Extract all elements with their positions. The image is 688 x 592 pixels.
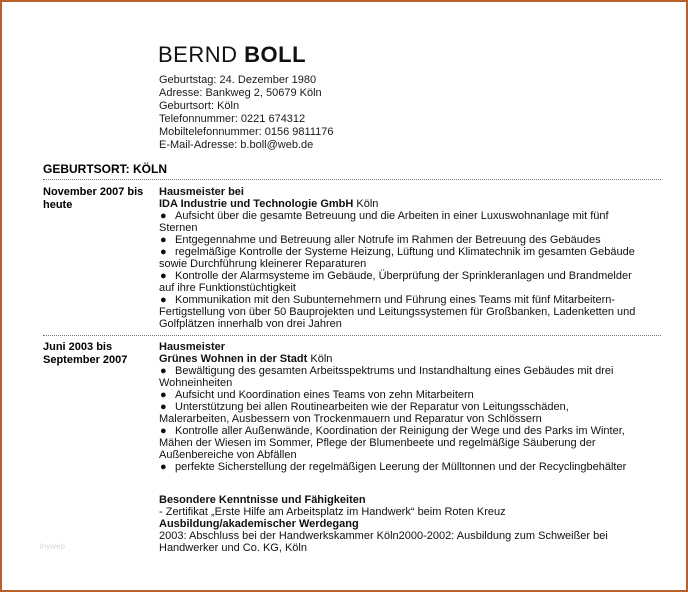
education-line: 2003: Abschluss bei der Handwerkskammer Köln2000-2002: Ausbildung zum Schweißer bei Handwerker und Co. KG, Köln [159,530,608,554]
watermark: lnyweb [40,542,65,551]
entry-2-date-start: Juni 2003 bis [43,341,113,353]
list-item: ● Aufsicht und Koordination eines Teams von zehn Mitarbeitern [160,389,474,401]
entry-1-employer: IDA Industrie und Technologie GmbH [159,198,354,210]
contact-birthday: Geburtstag: 24. Dezember 1980 [159,74,317,86]
entry-1-employer-line [159,198,639,210]
bullet-icon: ● [160,210,167,222]
contact-birthplace: Geburtsort: Köln [159,100,240,112]
list-item: ● Aufsicht über die gesamte Betreuung und die Arbeiten in einer Luxuswohnanlage mit fünf Sternen [159,210,609,234]
contact-phone: Telefonnummer: 0221 674312 [159,113,306,125]
contact-email: E-Mail-Adresse: b.boll@web.de [159,139,314,151]
education-heading: Ausbildung/akademischer Werdegang [159,518,359,530]
bullet-icon: ● [160,365,167,377]
applicant-name [158,42,306,68]
list-item: ● Kontrolle der Alarmsysteme im Gebäude, Überprüfung der Sprinkleranlagen und Brandmelder auf ihre Funktionstüchtigkeit [159,270,632,294]
bullet-icon: ● [160,389,167,401]
contact-mobile: Mobiltelefonnummer: 0156 9811176 [159,126,334,138]
entry-2-date [43,341,153,367]
bullet-icon: ● [160,294,167,306]
entry-2-city: Köln [307,353,333,365]
entry-divider [43,335,661,336]
entry-2-date-end: September 2007 [43,354,128,366]
list-item: ● perfekte Sicherstellung der regelmäßigen Leerung der Mülltonnen und der Recyclingbehälter [160,461,627,473]
bullet-icon: ● [160,234,167,246]
entry-1-role: Hausmeister bei [159,186,244,198]
last-name: BOLL [244,42,307,67]
entry-1-date [43,186,153,212]
entry-1-bullets [159,210,639,330]
list-item: ● regelmäßige Kontrolle der Systeme Heizung, Lüftung und Klimatechnik im gesamten Gebäude sowie Durchführung kleinerer Reparaturen [159,246,635,270]
skills-line: - Zertifikat „Erste Hilfe am Arbeitsplatz im Handwerk“ beim Roten Kreuz [159,506,506,518]
entry-2-role: Hausmeister [159,341,226,353]
entry-1 [159,186,639,330]
list-item: ● Kommunikation mit den Subunternehmern und Führung eines Teams mit fünf Mitarbeitern- Fertigstellung von über 50 Bauprojekten und Leitungssystemen für Großbanken, Ladenketten und Golfplätzen innerhalb von drei Jahren [159,294,636,330]
bullet-icon: ● [160,401,167,413]
entry-1-date-end: heute [43,199,73,211]
section-title: GEBURTSORT: KÖLN [43,162,167,176]
bullet-icon: ● [160,461,167,473]
additional-info [159,494,639,554]
list-item: ● Entgegennahme und Betreuung aller Notrufe im Rahmen der Betreuung des Gebäudes [160,234,601,246]
contact-block [159,74,334,152]
bullet-icon: ● [160,425,167,437]
list-item: ● Unterstützung bei allen Routinearbeiten wie der Reparatur von Leitungsschäden, Malerarbeiten, Ausbessern von Trockenmauern und Reparatur von Schlössern [159,401,569,425]
skills-heading: Besondere Kenntnisse und Fähigkeiten [159,494,366,506]
first-name: BERND [158,42,238,67]
bullet-icon: ● [160,246,167,258]
section-divider [43,179,661,180]
contact-address: Adresse: Bankweg 2, 50679 Köln [159,87,322,99]
bullet-icon: ● [160,270,167,282]
entry-2-employer: Grünes Wohnen in der Stadt [159,353,308,365]
list-item: ● Bewältigung des gesamten Arbeitsspektrums und Instandhaltung eines Gebäudes mit drei Wohneinheiten [159,365,614,389]
entry-2-bullets [159,365,639,473]
entry-2 [159,341,639,473]
list-item: ● Kontrolle aller Außenwände, Koordination der Reinigung der Wege und des Parks im Winter, Mähen der Wiesen im Sommer, Pflege der Blumenbeete und regelmäßige Säuberung der Außenbereiche von Abfällen [159,425,625,461]
entry-1-city: Köln [353,198,379,210]
entry-2-employer-line [159,353,639,365]
entry-1-date-start: November 2007 bis [43,186,144,198]
